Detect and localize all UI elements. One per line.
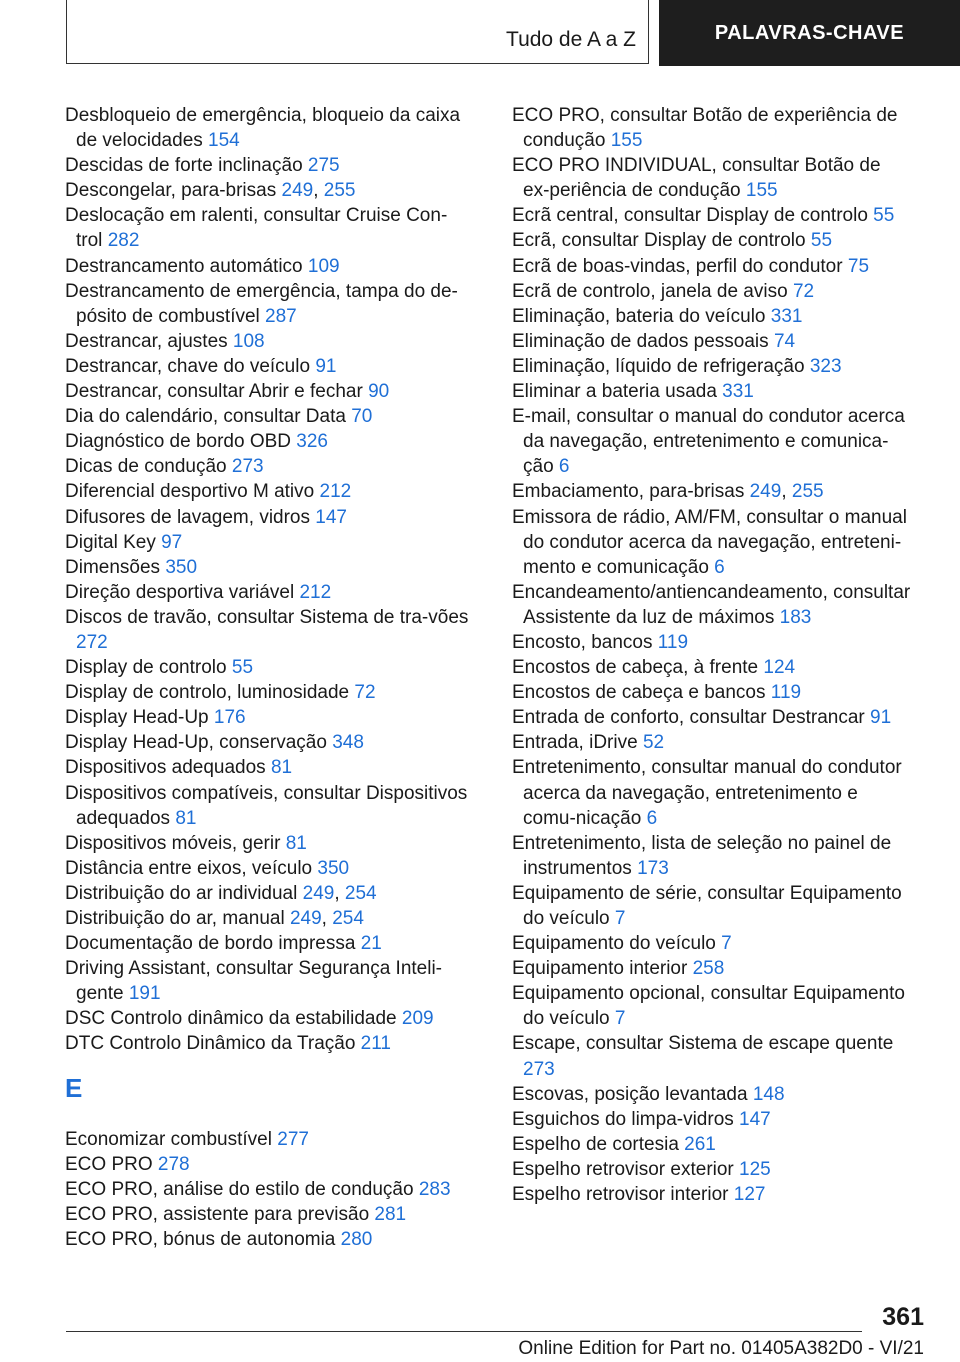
index-entry: [512, 228, 912, 253]
index-entry: [65, 931, 469, 956]
index-entry-text: Distância entre eixos, veículo: [65, 857, 313, 879]
index-list-d: [65, 103, 469, 1057]
page-reference-link[interactable]: 212: [299, 581, 332, 603]
page-reference-link[interactable]: 97: [161, 531, 183, 553]
index-entry-text: Discos de travão, consultar Sistema de tra-vões: [65, 606, 469, 628]
index-entry: [512, 404, 912, 479]
index-entry: [65, 379, 469, 404]
index-entry: [512, 1031, 912, 1081]
index-entry: [65, 279, 469, 329]
index-entry-text: Deslocação em ralenti, consultar Cruise Con-trol: [65, 205, 448, 252]
index-entry-text: Descidas de forte inclinação: [65, 155, 303, 177]
page-reference-link[interactable]: 127: [733, 1184, 766, 1206]
index-entry-text: Ecrã central, consultar Display de controlo: [512, 205, 868, 227]
index-entry-text: Eliminação, bateria do veículo: [512, 305, 766, 327]
index-entry: Embaciamento, para-brisas 249, 255: [512, 481, 824, 503]
page-reference-link[interactable]: 249: [289, 908, 322, 929]
index-entry-text: Encostos de cabeça, à frente: [512, 657, 759, 679]
index-entry-text: Ecrã de boas-vindas, perfil do condutor: [512, 255, 843, 277]
page-reference-link[interactable]: 280: [340, 1228, 373, 1250]
index-entry: [65, 354, 469, 379]
index-entry: [65, 153, 469, 178]
page-number: 361: [882, 1303, 924, 1331]
index-entry: [65, 580, 469, 605]
index-entry-text: Entretenimento, consultar manual do condutor acerca da navegação, entretenimento e comu-nicação: [512, 757, 902, 829]
index-entry-text: Distribuição do ar individual: [65, 882, 298, 904]
index-entry-text: Descongelar, para-brisas: [65, 180, 277, 202]
index-entry-text: Encostos de cabeça e bancos: [512, 682, 766, 704]
page-reference-link[interactable]: 74: [773, 330, 796, 352]
index-entry: [512, 655, 912, 680]
index-entry-text: ECO PRO, assistente para previsão: [65, 1203, 370, 1225]
index-entry: [65, 555, 469, 580]
page-reference-link[interactable]: 7: [614, 908, 626, 929]
index-entry: [512, 279, 912, 304]
keywords-tab-label: PALAVRAS-CHAVE: [714, 21, 905, 44]
index-entry: [65, 831, 469, 856]
page-reference-link[interactable]: 6: [558, 456, 570, 478]
page-reference-link[interactable]: 72: [792, 280, 815, 302]
index-entry: [65, 203, 469, 253]
page-reference-link[interactable]: 52: [642, 732, 665, 754]
index-entry: [65, 454, 469, 479]
index-entry: [512, 730, 912, 755]
index-entry: [65, 856, 469, 881]
index-entry-text: Display Head-Up, conservação: [65, 732, 327, 754]
page-reference-link[interactable]: 147: [315, 506, 347, 528]
index-entry: [65, 505, 469, 530]
index-entry-text: Encosto, bancos: [512, 631, 653, 653]
index-entry: [65, 956, 469, 1006]
page-reference-link[interactable]: 55: [873, 205, 895, 227]
header-left-rule: [66, 0, 67, 64]
index-entry-text: Esguichos do limpa-vidros: [512, 1108, 734, 1130]
index-entry-text: Desbloqueio de emergência, bloqueio da caixa de velocidades: [65, 105, 461, 152]
page-reference-link[interactable]: 261: [684, 1133, 716, 1155]
index-entry-text: ECO PRO, análise do estilo de condução: [65, 1178, 414, 1200]
page-reference-link[interactable]: 348: [332, 732, 364, 754]
page-reference-link[interactable]: 21: [360, 933, 382, 955]
page-reference-link[interactable]: 249: [302, 882, 335, 904]
index-entry: [65, 479, 469, 504]
page-reference-link[interactable]: 272: [76, 631, 108, 653]
index-entry: [512, 103, 912, 153]
index-entry: [512, 379, 912, 404]
index-entry: [65, 1031, 469, 1056]
page-reference-link[interactable]: 155: [610, 130, 643, 152]
index-entry: [512, 354, 912, 379]
index-entry-text: Eliminação de dados pessoais: [512, 330, 769, 352]
index-entry: [512, 254, 912, 279]
index-list-e-continued: [512, 103, 912, 1207]
index-entry: Distribuição do ar individual 249, 254: [65, 882, 377, 904]
header-divider-rule: [648, 0, 649, 64]
index-entry: [512, 1157, 912, 1182]
page-reference-link[interactable]: 90: [368, 381, 390, 403]
page-reference-link[interactable]: 55: [231, 657, 254, 679]
header-bottom-rule: [66, 63, 649, 64]
index-entry-text: Dimensões: [65, 556, 161, 578]
index-entry: [65, 254, 469, 279]
index-entry: [512, 505, 912, 580]
index-entry-text: Dispositivos móveis, gerir: [65, 832, 281, 854]
page-reference-link[interactable]: 254: [344, 882, 377, 904]
index-entry: [65, 781, 469, 831]
page-reference-link[interactable]: 278: [157, 1153, 190, 1175]
page-reference-link[interactable]: 176: [213, 707, 246, 729]
page-reference-link[interactable]: 331: [770, 305, 803, 327]
index-entry-text: Equipamento interior: [512, 958, 688, 980]
index-entry: [512, 630, 912, 655]
index-entry-text: Digital Key: [65, 531, 156, 553]
index-entry-text: Espelho retrovisor interior: [512, 1184, 729, 1206]
page-reference-link[interactable]: 119: [657, 631, 689, 653]
page-reference-link[interactable]: 277: [277, 1128, 309, 1150]
index-entry-text: Encandeamento/antiencandeamento, consultar Assistente da luz de máximos: [512, 581, 911, 628]
index-entry: [65, 1006, 469, 1031]
index-entry: [512, 755, 912, 830]
page-reference-link[interactable]: 148: [752, 1083, 785, 1105]
edition-footer: Online Edition for Part no. 01405A382D0 - VI/21: [518, 1338, 924, 1359]
index-entry: [65, 605, 469, 655]
index-entry: [65, 1177, 469, 1202]
page-reference-link[interactable]: 155: [745, 180, 778, 202]
index-entry-text: Dispositivos compatíveis, consultar Dispositivos adequados: [65, 782, 468, 829]
page-reference-link[interactable]: 55: [810, 230, 833, 252]
index-entry-text: Destrancamento automático: [65, 255, 303, 277]
index-entry: [65, 530, 469, 555]
page-reference-link[interactable]: 109: [307, 255, 340, 277]
page-reference-link[interactable]: 125: [739, 1158, 771, 1180]
page-reference-link[interactable]: 275: [307, 155, 340, 177]
page-reference-link[interactable]: 273: [231, 456, 264, 478]
page-reference-link[interactable]: 212: [319, 481, 352, 503]
footer-rule: [66, 1331, 862, 1332]
page-reference-link[interactable]: 108: [232, 330, 265, 352]
page-reference-link[interactable]: 281: [374, 1203, 407, 1225]
index-entry-text: Entrada, iDrive: [512, 732, 638, 754]
page-reference-link[interactable]: 287: [265, 305, 297, 327]
page-reference-link[interactable]: 81: [175, 807, 197, 829]
page-reference-link[interactable]: 81: [270, 757, 293, 779]
index-entry: [512, 931, 912, 956]
page-reference-link[interactable]: 255: [791, 481, 824, 503]
index-entry-text: Equipamento do veículo: [512, 933, 716, 955]
index-entry: [512, 203, 912, 228]
index-entry-text: Escovas, posição levantada: [512, 1083, 748, 1105]
page-reference-link[interactable]: 350: [165, 556, 198, 578]
index-entry-text: Direção desportiva variável: [65, 581, 295, 603]
page-reference-link[interactable]: 7: [614, 1008, 626, 1030]
page-reference-link[interactable]: 173: [637, 857, 669, 879]
index-entry-text: Entrada de conforto, consultar Destrancar: [512, 707, 865, 729]
page-reference-link[interactable]: 283: [418, 1178, 451, 1200]
page-reference-link[interactable]: 7: [721, 933, 732, 955]
index-entry-text: Destrancar, chave do veículo: [65, 355, 311, 377]
index-entry-text: Equipamento de série, consultar Equipamento do veículo: [512, 882, 902, 929]
index-entry-text: Destrancar, ajustes: [65, 330, 228, 352]
index-entry-text: Documentação de bordo impressa: [65, 933, 356, 955]
index-entry-text: ECO PRO, bónus de autonomia: [65, 1228, 336, 1250]
page-reference-link[interactable]: 282: [107, 230, 140, 252]
index-entry: [512, 705, 912, 730]
index-entry: [512, 680, 912, 705]
index-entry: [512, 1182, 912, 1207]
index-entry-text: Dispositivos adequados: [65, 757, 266, 779]
index-entry-text: ECO PRO INDIVIDUAL, consultar Botão de ex-periência de condução: [512, 155, 881, 202]
index-entry: [65, 103, 469, 153]
page-reference-link[interactable]: 350: [317, 857, 350, 879]
index-entry: [65, 755, 469, 780]
index-entry-text: Destrancamento de emergência, tampa do de-pósito de combustível: [65, 280, 458, 327]
index-entry: [65, 1227, 469, 1252]
page-reference-link[interactable]: 119: [770, 682, 802, 704]
index-entry: Distribuição do ar, manual 249, 254: [65, 908, 364, 929]
page-reference-link[interactable]: 70: [351, 406, 373, 428]
index-entry: [65, 1202, 469, 1227]
index-entry-text: Destrancar, consultar Abrir e fechar: [65, 381, 363, 403]
page-reference-link[interactable]: 326: [296, 431, 328, 453]
page-reference-link[interactable]: 249: [749, 481, 782, 503]
index-entry: [65, 329, 469, 354]
page-reference-link[interactable]: 124: [763, 657, 796, 679]
index-column-right: [512, 103, 912, 1207]
index-entry: [512, 1107, 912, 1132]
page-reference-link[interactable]: 147: [739, 1108, 771, 1130]
index-list-e: [65, 1127, 469, 1252]
index-entry: [65, 680, 469, 705]
index-entry-text: Entretenimento, lista de seleção no painel de instrumentos: [512, 832, 892, 879]
index-entry-text: Espelho de cortesia: [512, 1133, 679, 1155]
index-entry-text: Eliminação, líquido de refrigeração: [512, 355, 805, 377]
page-reference-link[interactable]: 91: [315, 355, 337, 377]
section-title: Tudo de A a Z: [506, 28, 636, 51]
index-entry-text: Embaciamento, para-brisas: [512, 481, 745, 503]
index-entry: [512, 956, 912, 981]
index-entry: [512, 831, 912, 881]
index-entry: [512, 1082, 912, 1107]
index-entry-text: Equipamento opcional, consultar Equipamento do veículo: [512, 983, 905, 1030]
index-entry-text: Emissora de rádio, AM/FM, consultar o manual do condutor acerca da navegação, entreteni-mento e comunicação: [512, 506, 907, 578]
index-entry: [512, 329, 912, 354]
page-reference-link[interactable]: 91: [870, 707, 892, 729]
page-reference-link[interactable]: 273: [523, 1058, 555, 1080]
page-reference-link[interactable]: 72: [354, 682, 376, 704]
index-entry: [65, 429, 469, 454]
index-entry: [65, 705, 469, 730]
page-reference-link[interactable]: 191: [128, 983, 161, 1005]
page-reference-link[interactable]: 331: [722, 381, 754, 403]
index-entry: [512, 153, 912, 203]
index-entry-text: E-mail, consultar o manual do condutor acerca da navegação, entretenimento e comunica-ção: [512, 406, 905, 478]
index-entry-text: DSC Controlo dinâmico da estabilidade: [65, 1008, 397, 1030]
index-entry: [65, 404, 469, 429]
page-reference-link[interactable]: 6: [646, 807, 658, 829]
index-entry: [65, 730, 469, 755]
index-entry-text: Dia do calendário, consultar Data: [65, 406, 346, 428]
index-entry: [65, 1152, 469, 1177]
index-entry-text: Eliminar a bateria usada: [512, 381, 717, 403]
index-entry-text: Difusores de lavagem, vidros: [65, 506, 310, 528]
index-entry-text: Display Head-Up: [65, 707, 209, 729]
section-letter-heading: E: [65, 1072, 83, 1103]
index-entry: [65, 1127, 469, 1152]
keywords-tab[interactable]: [659, 0, 960, 66]
index-entry-text: Diferencial desportivo M ativo: [65, 481, 315, 503]
page-reference-link[interactable]: 249: [281, 180, 314, 202]
page-reference-link[interactable]: 258: [692, 958, 725, 980]
index-entry: [512, 1132, 912, 1157]
index-entry-text: Driving Assistant, consultar Segurança Inteli-gente: [65, 958, 443, 1005]
index-entry-text: Display de controlo: [65, 657, 227, 679]
index-entry-text: Dicas de condução: [65, 456, 227, 478]
index-entry: [65, 655, 469, 680]
index-entry-text: Economizar combustível: [65, 1128, 272, 1150]
index-column-left: [65, 103, 469, 1252]
page-reference-link[interactable]: 6: [714, 556, 725, 578]
index-entry-text: Display de controlo, luminosidade: [65, 682, 350, 704]
page-reference-link[interactable]: 211: [360, 1033, 391, 1055]
index-entry: Descongelar, para-brisas 249, 255: [65, 180, 356, 202]
index-entry-text: Ecrã, consultar Display de controlo: [512, 230, 806, 252]
index-entry-text: DTC Controlo Dinâmico da Tração: [65, 1033, 356, 1055]
index-entry: [512, 981, 912, 1031]
page-reference-link[interactable]: 75: [847, 255, 870, 277]
page-reference-link[interactable]: 81: [285, 832, 307, 854]
page-reference-link[interactable]: 154: [208, 130, 240, 152]
index-entry-text: Diagnóstico de bordo OBD: [65, 431, 292, 453]
index-entry-text: Espelho retrovisor exterior: [512, 1158, 734, 1180]
index-entry-text: Ecrã de controlo, janela de aviso: [512, 280, 788, 302]
index-entry-text: ECO PRO: [65, 1153, 153, 1175]
page-reference-link[interactable]: 183: [779, 606, 812, 628]
page-reference-link[interactable]: 209: [401, 1008, 434, 1030]
index-entry: [512, 580, 912, 630]
index-entry-text: Escape, consultar Sistema de escape quente: [512, 1033, 894, 1055]
page-reference-link[interactable]: 255: [323, 180, 356, 202]
index-entry: [512, 304, 912, 329]
index-entry-text: ECO PRO, consultar Botão de experiência de condução: [512, 105, 898, 152]
index-entry-text: Distribuição do ar, manual: [65, 908, 285, 929]
page-reference-link[interactable]: 254: [332, 908, 364, 929]
index-entry: [512, 881, 912, 931]
page-reference-link[interactable]: 323: [809, 355, 842, 377]
